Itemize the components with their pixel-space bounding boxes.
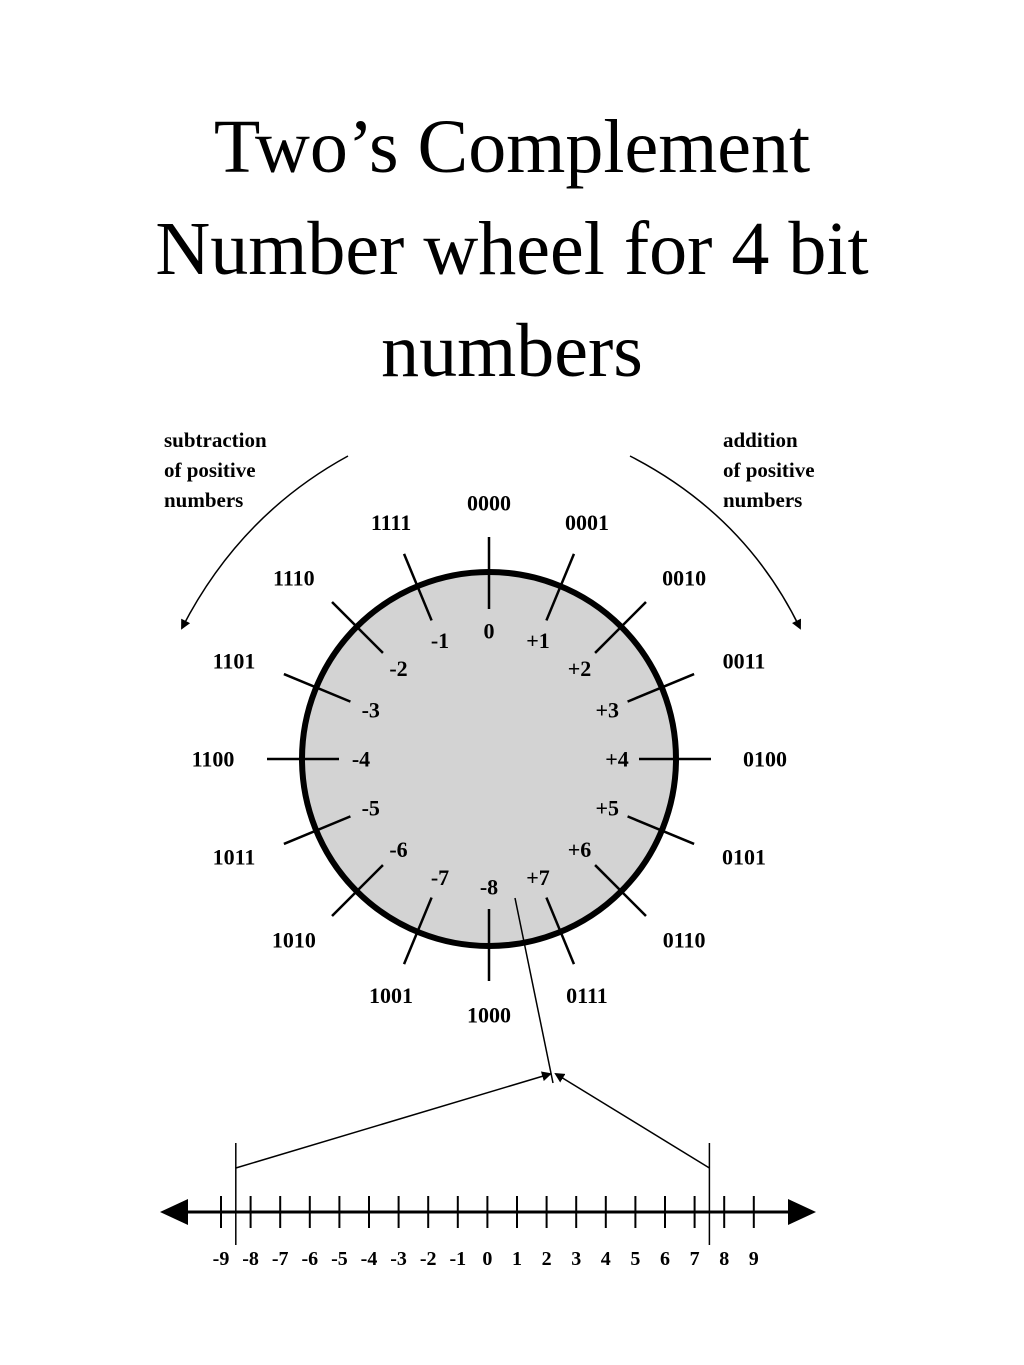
subtraction-note	[164, 428, 267, 512]
addition-note-line-1: addition	[723, 428, 798, 452]
wheel-binary-label: 0110	[662, 927, 706, 953]
wheel-value-label: +4	[605, 746, 629, 772]
title-line-2: Number wheel for 4 bit	[155, 207, 869, 291]
wheel-value-label: +7	[526, 864, 550, 890]
title-line-3: numbers	[381, 309, 643, 393]
subtraction-note-line-1: subtraction	[164, 428, 267, 452]
number-line-tick-label: 4	[600, 1248, 611, 1270]
wheel-binary-label: 1011	[212, 844, 256, 870]
number-line-tick-label: 2	[541, 1248, 552, 1270]
number-line-tick-label: 7	[689, 1248, 700, 1270]
number-line-tick-label: 0	[482, 1248, 493, 1270]
number-line-tick-label: -4	[360, 1248, 378, 1270]
wheel-value-label: +1	[526, 628, 550, 654]
wheel-value-label: 0	[483, 618, 495, 644]
range-arrow-left	[236, 1074, 550, 1168]
addition-note	[723, 428, 815, 512]
number-line-tick-label: -3	[390, 1248, 407, 1270]
wheel-value-label: +5	[595, 795, 620, 821]
number-line-tick-label: 6	[660, 1248, 670, 1270]
range-arrow-right	[556, 1074, 709, 1168]
title-line-1: Two’s Complement	[213, 105, 811, 189]
number-line-tick-label: -7	[271, 1248, 289, 1270]
wheel-binary-label: 0101	[721, 844, 766, 870]
number-line-tick-label: 8	[719, 1248, 730, 1270]
wheel-binary-label: 1111	[370, 509, 412, 535]
wheel-value-label: -6	[389, 837, 408, 863]
wheel-value-label: +6	[567, 837, 592, 863]
number-line-tick-label: -9	[212, 1248, 230, 1270]
wheel-value-label: -1	[430, 628, 450, 654]
wheel-binary-label: 1100	[191, 746, 235, 772]
wheel-binary-label: 1101	[212, 648, 256, 674]
wheel-value-label: -5	[361, 795, 380, 821]
wheel-value-label: -2	[389, 655, 408, 681]
wheel-binary-label: 0111	[566, 983, 608, 1009]
number-line-tick-label: -8	[242, 1248, 259, 1270]
wheel-binary-label: 1110	[273, 565, 315, 591]
wheel-value-label: +3	[595, 697, 620, 723]
wheel-value-label: -8	[479, 874, 499, 900]
wheel-binary-label: 1001	[369, 983, 414, 1009]
wheel-binary-label: 0001	[564, 509, 609, 535]
wheel-value-label: -4	[351, 746, 371, 772]
number-line-tick-label: -6	[301, 1248, 319, 1270]
number-line-left-arrow	[160, 1199, 188, 1225]
number-line-tick-label: -5	[331, 1248, 348, 1270]
number-line-right-arrow	[788, 1199, 816, 1225]
number-line-tick-label: 3	[571, 1248, 582, 1270]
subtraction-note-line-3: numbers	[164, 488, 244, 512]
number-line	[160, 1074, 816, 1270]
wheel-value-label: +2	[567, 655, 592, 681]
wheel-binary-label: 0011	[722, 648, 766, 674]
addition-note-line-2: of positive	[723, 458, 815, 482]
addition-note-line-3: numbers	[723, 488, 803, 512]
number-line-tick-label: 1	[512, 1248, 522, 1270]
wheel-binary-label: 0000	[467, 490, 511, 516]
wheel-binary-label: 0100	[743, 746, 787, 772]
wheel-binary-label: 1010	[271, 927, 316, 953]
number-line-tick-label: 5	[630, 1248, 641, 1270]
number-line-tick-label: 9	[748, 1248, 759, 1270]
subtraction-note-line-2: of positive	[164, 458, 256, 482]
wheel-value-label: -3	[361, 697, 380, 723]
number-line-tick-label: -1	[449, 1248, 467, 1270]
wheel-binary-label: 1000	[467, 1002, 511, 1028]
wheel-binary-label: 0010	[662, 565, 707, 591]
wheel-value-label: -7	[430, 864, 450, 890]
number-line-tick-label: -2	[419, 1248, 437, 1270]
